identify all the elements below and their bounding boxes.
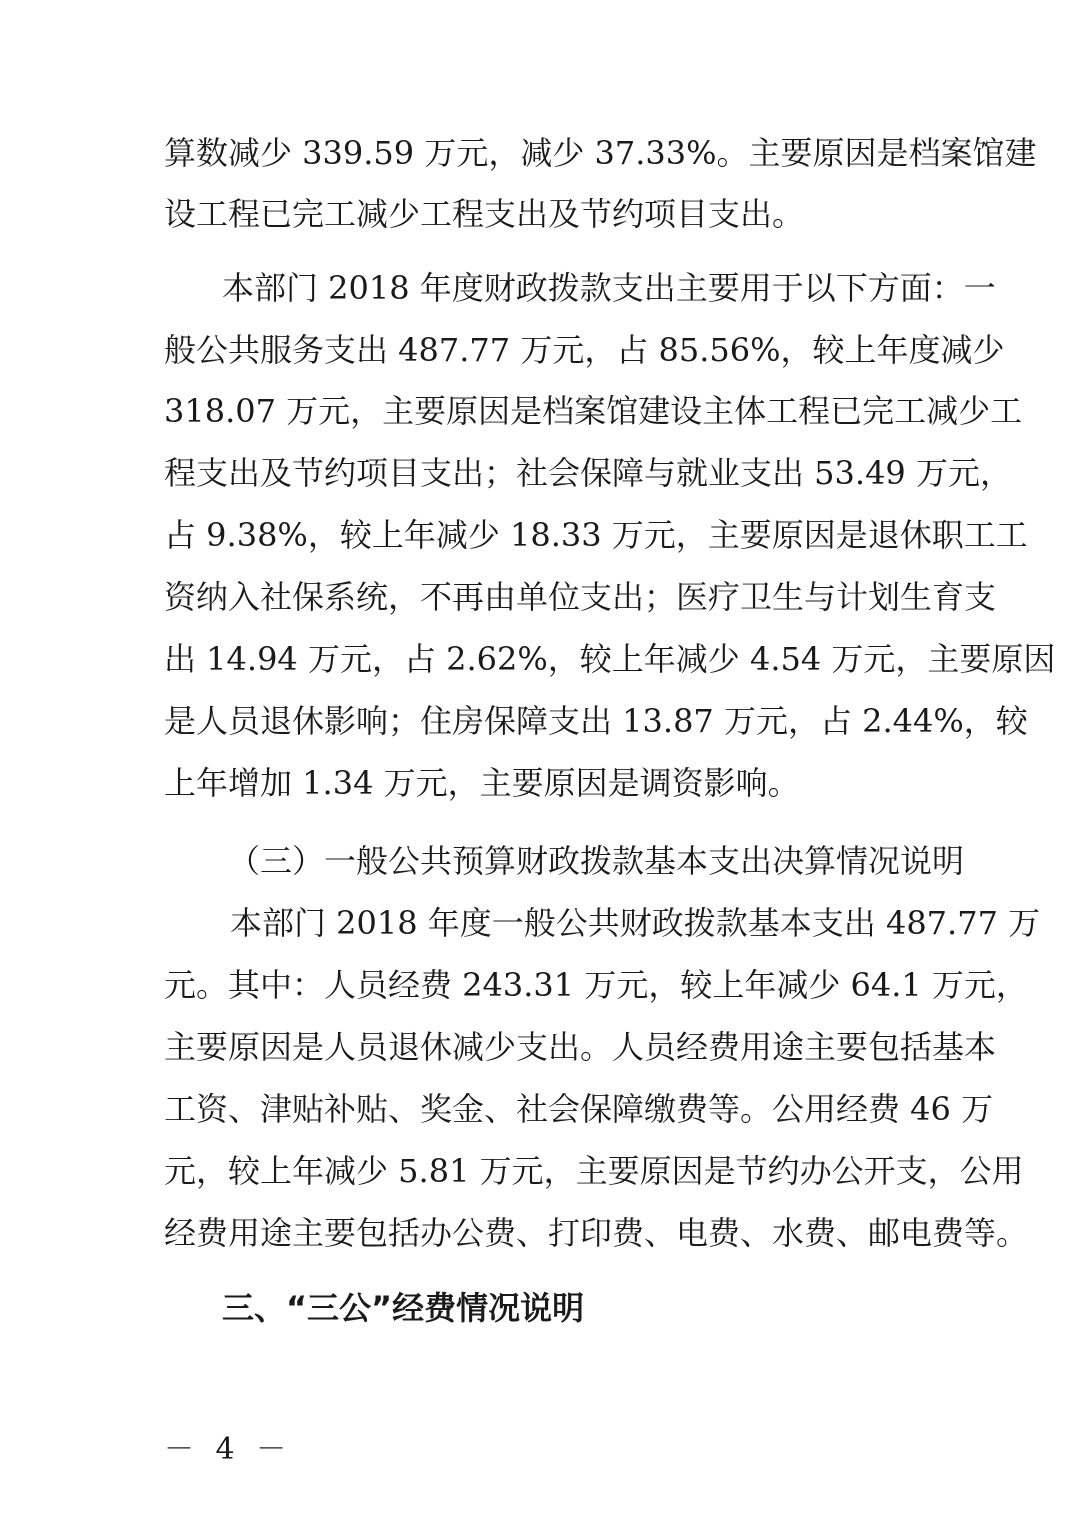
paragraph-line: 本部门 2018 年度财政拨款支出主要用于以下方面：一 xyxy=(222,269,996,307)
paragraph-line: 元，较上年减少 5.81 万元，主要原因是节约办公开支，公用 xyxy=(164,1152,1024,1190)
paragraph-line: 318.07 万元，主要原因是档案馆建设主体工程已完工减少工 xyxy=(164,392,1023,430)
page-number: － 4 － xyxy=(164,1432,293,1467)
subheading: （三）一般公共预算财政拨款基本支出决算情况说明 xyxy=(228,842,965,880)
paragraph-line: 般公共服务支出 487.77 万元，占 85.56%，较上年度减少 xyxy=(164,331,1005,369)
paragraph-line: 元。其中：人员经费 243.31 万元，较上年减少 64.1 万元， xyxy=(164,966,1028,1004)
paragraph-line: 上年增加 1.34 万元，主要原因是调资影响。 xyxy=(164,764,800,802)
paragraph-line: 本部门 2018 年度一般公共财政拨款基本支出 487.77 万 xyxy=(230,904,1041,942)
paragraph-line: 程支出及节约项目支出；社会保障与就业支出 53.49 万元， xyxy=(164,454,1012,492)
section-heading: 三、“三公”经费情况说明 xyxy=(222,1289,585,1327)
paragraph-line: 设工程已完工减少工程支出及节约项目支出。 xyxy=(164,195,805,233)
paragraph-line: 出 14.94 万元，占 2.62%，较上年减少 4.54 万元，主要原因 xyxy=(164,640,1056,678)
paragraph-line: 主要原因是人员退休减少支出。人员经费用途主要包括基本 xyxy=(164,1028,997,1066)
paragraph-line: 工资、津贴补贴、奖金、社会保障缴费等。公用经费 46 万 xyxy=(164,1090,994,1128)
paragraph-line: 占 9.38%，较上年减少 18.33 万元，主要原因是退休职工工 xyxy=(164,516,1028,554)
paragraph-line: 是人员退休影响；住房保障支出 13.87 万元，占 2.44%，较 xyxy=(164,702,1028,740)
paragraph-line: 资纳入社保系统，不再由单位支出；医疗卫生与计划生育支 xyxy=(164,578,997,616)
paragraph-line: 算数减少 339.59 万元，减少 37.33%。主要原因是档案馆建 xyxy=(164,134,1037,172)
paragraph-line: 经费用途主要包括办公费、打印费、电费、水费、邮电费等。 xyxy=(164,1214,1029,1252)
